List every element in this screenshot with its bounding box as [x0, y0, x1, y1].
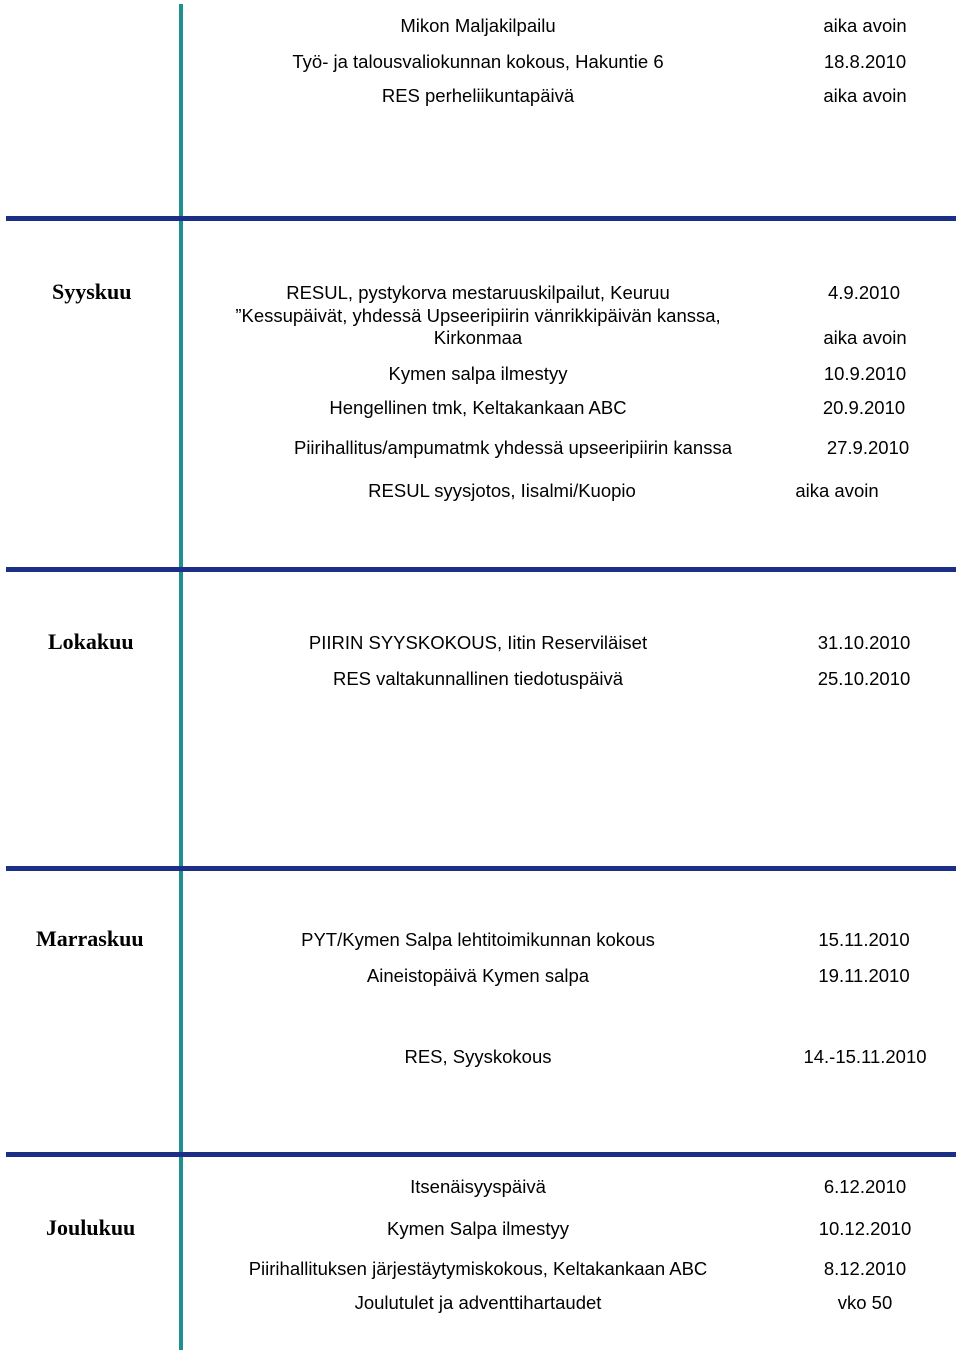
event-date: 6.12.2010	[823, 1176, 907, 1197]
event-title: PIIRIN SYYSKOKOUS, Iitin Reserviläiset	[308, 632, 648, 653]
event-title: Piirihallituksen järjestäytymiskokous, Keltakankaan ABC	[248, 1258, 708, 1279]
event-date: 15.11.2010	[818, 929, 910, 950]
event-date: 27.9.2010	[826, 437, 910, 458]
event-date: 14.-15.11.2010	[803, 1046, 927, 1067]
vertical-divider	[179, 4, 183, 1350]
event-title: RES, Syyskokous	[404, 1046, 552, 1067]
event-title: Aineistopäivä Kymen salpa	[366, 965, 590, 986]
event-title: Kymen salpa ilmestyy	[388, 363, 568, 384]
event-title: Hengellinen tmk, Keltakankaan ABC	[329, 397, 627, 418]
month-heading: Marraskuu	[36, 926, 144, 951]
event-title: RESUL syysjotos, Iisalmi/Kuopio	[368, 480, 636, 501]
event-date: vko 50	[837, 1292, 893, 1313]
event-title: ”Kessupäivät, yhdessä Upseeripiirin vänrikkipäivän kanssa,	[235, 305, 721, 326]
event-date: 10.9.2010	[823, 363, 907, 384]
section-divider-joulukuu	[6, 1152, 956, 1157]
event-date: 18.8.2010	[823, 51, 907, 72]
event-title: RES perheliikuntapäivä	[381, 85, 575, 106]
month-heading: Lokakuu	[48, 629, 134, 654]
event-date: aika avoin	[823, 327, 907, 348]
event-title: RES valtakunnallinen tiedotuspäivä	[332, 668, 624, 689]
event-title: Kymen Salpa ilmestyy	[387, 1218, 569, 1239]
event-title: Itsenäisyyspäivä	[410, 1176, 546, 1197]
event-date: aika avoin	[823, 85, 907, 106]
event-date: 4.9.2010	[827, 282, 901, 303]
event-title: Työ- ja talousvaliokunnan kokous, Hakuntie 6	[292, 51, 664, 72]
event-title: Mikon Maljakilpailu	[400, 15, 556, 36]
event-date: 25.10.2010	[817, 668, 911, 689]
event-title-continued: Kirkonmaa	[433, 327, 523, 348]
event-date: 10.12.2010	[818, 1218, 912, 1239]
section-divider-lokakuu	[6, 567, 956, 572]
section-divider-marraskuu	[6, 866, 956, 871]
event-date: 8.12.2010	[823, 1258, 907, 1279]
event-title: Joulutulet ja adventtihartaudet	[354, 1292, 602, 1313]
event-date: 19.11.2010	[818, 965, 910, 986]
month-heading: Joulukuu	[46, 1215, 136, 1240]
event-date: 31.10.2010	[817, 632, 911, 653]
event-title: Piirihallitus/ampumatmk yhdessä upseeripiirin kanssa	[293, 437, 733, 458]
event-title: PYT/Kymen Salpa lehtitoimikunnan kokous	[301, 929, 655, 950]
event-date: aika avoin	[823, 15, 907, 36]
event-date: aika avoin	[795, 480, 879, 501]
event-title: RESUL, pystykorva mestaruuskilpailut, Keuruu	[286, 282, 670, 303]
section-divider-syyskuu	[6, 216, 956, 221]
month-heading: Syyskuu	[52, 279, 132, 304]
event-date: 20.9.2010	[822, 397, 906, 418]
